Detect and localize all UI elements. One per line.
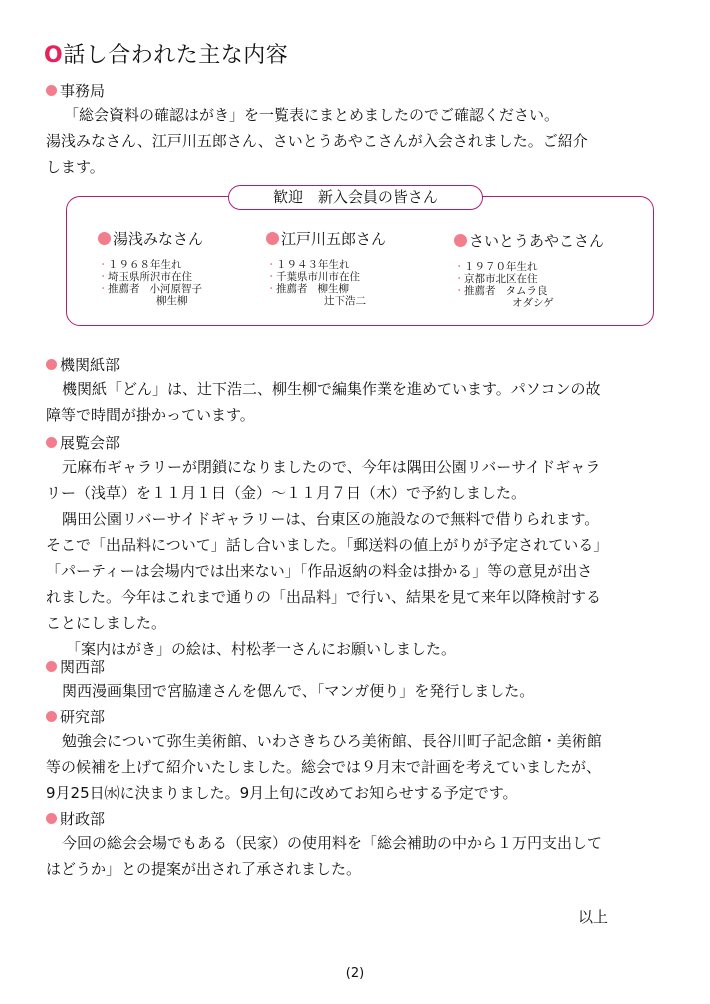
member-name: さいとうあやこさん bbox=[469, 232, 605, 250]
bullet-dot-icon bbox=[46, 813, 57, 824]
section-body-exhibition: 元麻布ギャラリーが閉鎖になりましたので、今年は隅田公園リバーサイドギャラ リー（浅草）を１１月１日（金）～１１月７日（木）で予約しました。 隅田公園リバーサイドギャラリーは、台東区の施設なので無料で借りられます。 そこで「出品料について」話し合いました。「郵送料の値上がりが予定されている」 「パーティーは会場内では出来ない」「作品返納の料金は掛かる」等の意見が出さ れました。今年はこれまで通りの「出品料」で行い、結果を見て来年以降検討する ことにしました。 「案内はがき」の絵は、村松孝一さんにお願いしました。 bbox=[46, 458, 609, 658]
member-card-3: さいとうあやこさん ・ １９７０年生れ ・ 京都市北区在住 ・ 推薦者 タムラ良 オダシゲ bbox=[454, 232, 605, 309]
section-body-finance: 今回の総会会場でもある（民家）の使用料を「総会補助の中から１万円支出して はどうか」との提案が出され了承されました。 bbox=[46, 834, 603, 878]
member-recommenders-label: 推薦者 bbox=[464, 285, 496, 297]
member-recommenders-label: 推薦者 bbox=[108, 283, 140, 295]
section-heading-secretariat: 事務局 bbox=[46, 80, 105, 101]
section-body-kansai: 関西漫画集団で宮脇達さんを偲んで、「マンガ便り」を発行しました。 bbox=[62, 682, 535, 700]
welcome-box-title: 歓迎 新入会員の皆さん bbox=[228, 185, 483, 210]
member-residence: 埼玉県所沢市在住 bbox=[108, 271, 192, 283]
bullet-dot-icon bbox=[266, 232, 279, 245]
member-recommender: タムラ良 bbox=[505, 285, 548, 297]
member-recommender: オダシゲ bbox=[512, 297, 554, 309]
closing-text: 以上 bbox=[578, 908, 609, 926]
section-heading-exhibition: 展覧会部 bbox=[46, 432, 120, 453]
bullet-dot-icon bbox=[454, 234, 467, 247]
member-residence: 京都市北区在住 bbox=[464, 273, 538, 285]
section-heading-kansai: 関西部 bbox=[46, 656, 105, 677]
member-recommender: 柳生柳 bbox=[156, 295, 188, 307]
bullet-dot-icon bbox=[98, 232, 111, 245]
member-residence: 千葉県市川市在住 bbox=[276, 271, 360, 283]
section-heading-research: 研究部 bbox=[46, 706, 105, 727]
bullet-dot-icon bbox=[46, 661, 57, 672]
member-birth: １９４３年生れ bbox=[276, 259, 350, 271]
page-number: (2) bbox=[345, 966, 365, 981]
member-recommender: 辻下浩二 bbox=[324, 295, 366, 307]
member-recommender: 小河原智子 bbox=[149, 283, 203, 295]
section-body-research: 勉強会について弥生美術館、いわさきちひろ美術館、長谷川町子記念館・美術館 等の候補を上げて紹介いたしました。総会では９月末で計画を考えていましたが、 9月25日㈬に決まりました。9月上旬に改めてお知らせする予定です。 bbox=[46, 732, 602, 802]
member-card-2: 江戸川五郎さん ・ １９４３年生れ ・ 千葉県市川市在住 ・ 推薦者 柳生柳 辻下浩二 bbox=[266, 230, 387, 307]
member-birth: １９６８年生れ bbox=[108, 259, 182, 271]
member-name: 湯浅みなさん bbox=[113, 230, 204, 248]
member-name: 江戸川五郎さん bbox=[281, 230, 387, 248]
section-body-newsletter: 機関紙「どん」は、辻下浩二、柳生柳で編集作業を進めています。パソコンの故 障等で時間が掛かっています。 bbox=[46, 380, 601, 424]
page-title bbox=[44, 38, 288, 69]
bullet-dot-icon bbox=[46, 437, 57, 448]
member-recommender: 柳生柳 bbox=[317, 283, 350, 295]
member-recommenders-label: 推薦者 bbox=[276, 283, 308, 295]
title-text: 話し合われた主な内容 bbox=[63, 43, 289, 68]
bullet-dot-icon bbox=[46, 711, 57, 722]
section-heading-finance: 財政部 bbox=[46, 808, 105, 829]
bullet-dot-icon bbox=[46, 359, 57, 370]
section-heading-newsletter: 機関紙部 bbox=[46, 354, 120, 375]
title-marker: O bbox=[44, 43, 64, 68]
section-body-secretariat: 「総会資料の確認はがき」を一覧表にまとめましたのでご確認ください。 湯浅みなさん、江戸川五郎さん、さいとうあやこさんが入会されました。ご紹介 します。 bbox=[46, 106, 588, 176]
bullet-dot-icon bbox=[46, 85, 57, 96]
member-birth: １９７０年生れ bbox=[464, 261, 538, 273]
member-card-1: 湯浅みなさん ・ １９６８年生れ ・ 埼玉県所沢市在住 ・ 推薦者 小河原智子 柳生柳 bbox=[98, 230, 204, 307]
